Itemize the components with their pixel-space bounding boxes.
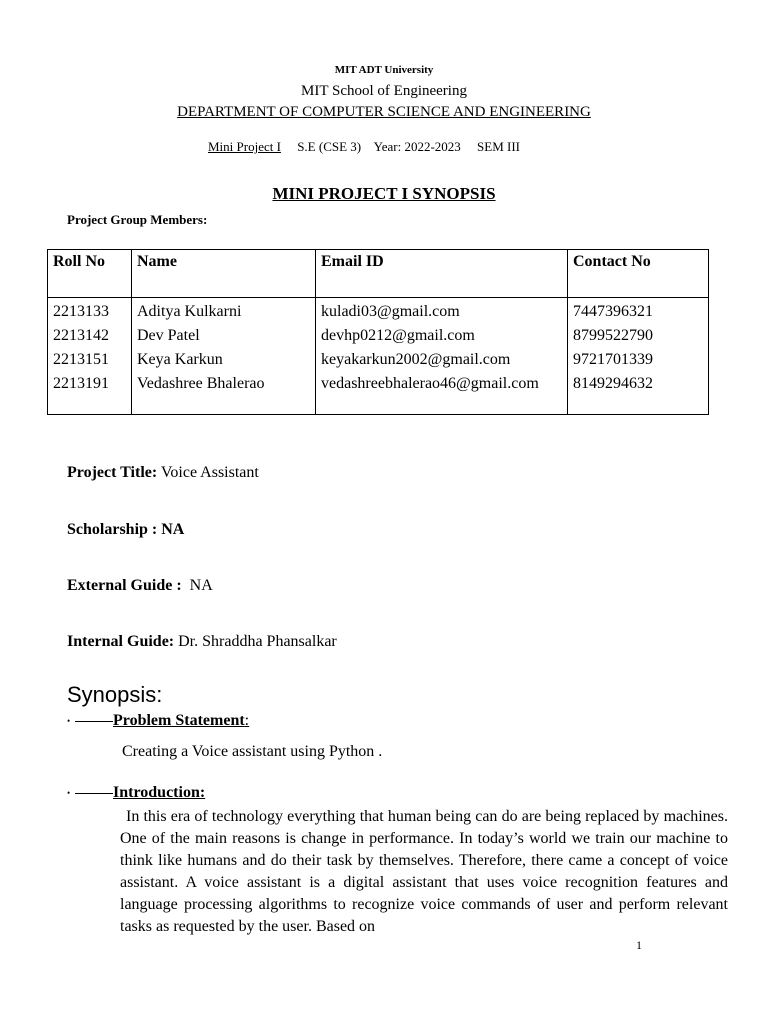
cell-name: Keya Karkun (132, 348, 316, 372)
page-number: 1 (636, 938, 642, 952)
problem-statement-text: Creating a Voice assistant using Python . (122, 743, 383, 760)
table-row (48, 372, 709, 415)
cell-contact: 8149294632 (568, 372, 709, 415)
introduction-paragraph: In this era of technology everything that human being can do are being replaced by machines. One of the main reasons is change in performance. In today’s world we train our machine to think like humans and do their task by themselves. Therefore, there came a concept of voice assistant. A voice assistant is a digital assistant that uses voice recognition features and language processing algorithms to recognize voice commands of user and perform relevant tasks as requested by the user. Based on (120, 808, 728, 935)
cell-email: devhp0212@gmail.com (316, 324, 568, 348)
bullet-dot-icon: • (67, 716, 71, 726)
header-name: Name (132, 250, 316, 298)
cell-name: Vedashree Bhalerao (132, 372, 316, 415)
problem-statement-colon: : (244, 712, 250, 729)
problem-statement-label: Problem Statement (113, 712, 245, 729)
semester: SEM III (477, 139, 521, 154)
bullet-dash-icon (75, 721, 113, 722)
external-guide-field (67, 577, 213, 595)
scholarship-value: NA (157, 521, 185, 538)
header-email: Email ID (316, 250, 568, 298)
school-name: MIT School of Engineering (301, 83, 467, 99)
bullet-dot-icon: • (67, 788, 71, 798)
course-meta (208, 139, 520, 155)
cell-roll-no: 2213191 (48, 372, 132, 415)
table-row (48, 324, 709, 348)
bullet-dash-icon (75, 793, 113, 794)
cell-name: Aditya Kulkarni (132, 298, 316, 325)
synopsis-heading: Synopsis: (67, 682, 163, 707)
university-name: MIT ADT University (334, 64, 434, 76)
cell-roll-no: 2213151 (48, 348, 132, 372)
introduction-text (120, 806, 728, 938)
header-contact: Contact No (568, 250, 709, 298)
external-guide-label: External Guide : (67, 577, 182, 594)
class-name: S.E (CSE 3) (297, 139, 362, 154)
cell-roll-no: 2213142 (48, 324, 132, 348)
problem-statement-bullet (67, 712, 249, 730)
introduction-label: Introduction: (113, 784, 206, 801)
internal-guide-field (67, 633, 337, 651)
external-guide-value: NA (181, 577, 213, 594)
cell-email: vedashreebhalerao46@gmail.com (316, 372, 568, 415)
project-title-value: Voice Assistant (157, 464, 259, 481)
project-title-label: Project Title: (67, 464, 158, 481)
course-name: Mini Project I (208, 139, 281, 154)
cell-contact: 9721701339 (568, 348, 709, 372)
members-label: Project Group Members: (67, 212, 208, 227)
cell-contact: 7447396321 (568, 298, 709, 325)
internal-guide-label: Internal Guide: (67, 633, 175, 650)
table-header-row (48, 250, 709, 298)
scholarship-field (67, 521, 184, 539)
members-table (47, 249, 709, 415)
cell-name: Dev Patel (132, 324, 316, 348)
project-title-field (67, 464, 259, 482)
cell-contact: 8799522790 (568, 324, 709, 348)
academic-year: Year: 2022-2023 (373, 139, 461, 154)
internal-guide-value: Dr. Shraddha Phansalkar (174, 633, 337, 650)
cell-roll-no: 2213133 (48, 298, 132, 325)
table-row (48, 298, 709, 325)
scholarship-label: Scholarship : (67, 521, 158, 538)
table-row (48, 348, 709, 372)
header-roll-no: Roll No (48, 250, 132, 298)
cell-email: keyakarkun2002@gmail.com (316, 348, 568, 372)
introduction-bullet (67, 784, 205, 802)
cell-email: kuladi03@gmail.com (316, 298, 568, 325)
document-title: MINI PROJECT I SYNOPSIS (272, 184, 496, 203)
department-name: DEPARTMENT OF COMPUTER SCIENCE AND ENGINEERING (177, 104, 591, 120)
